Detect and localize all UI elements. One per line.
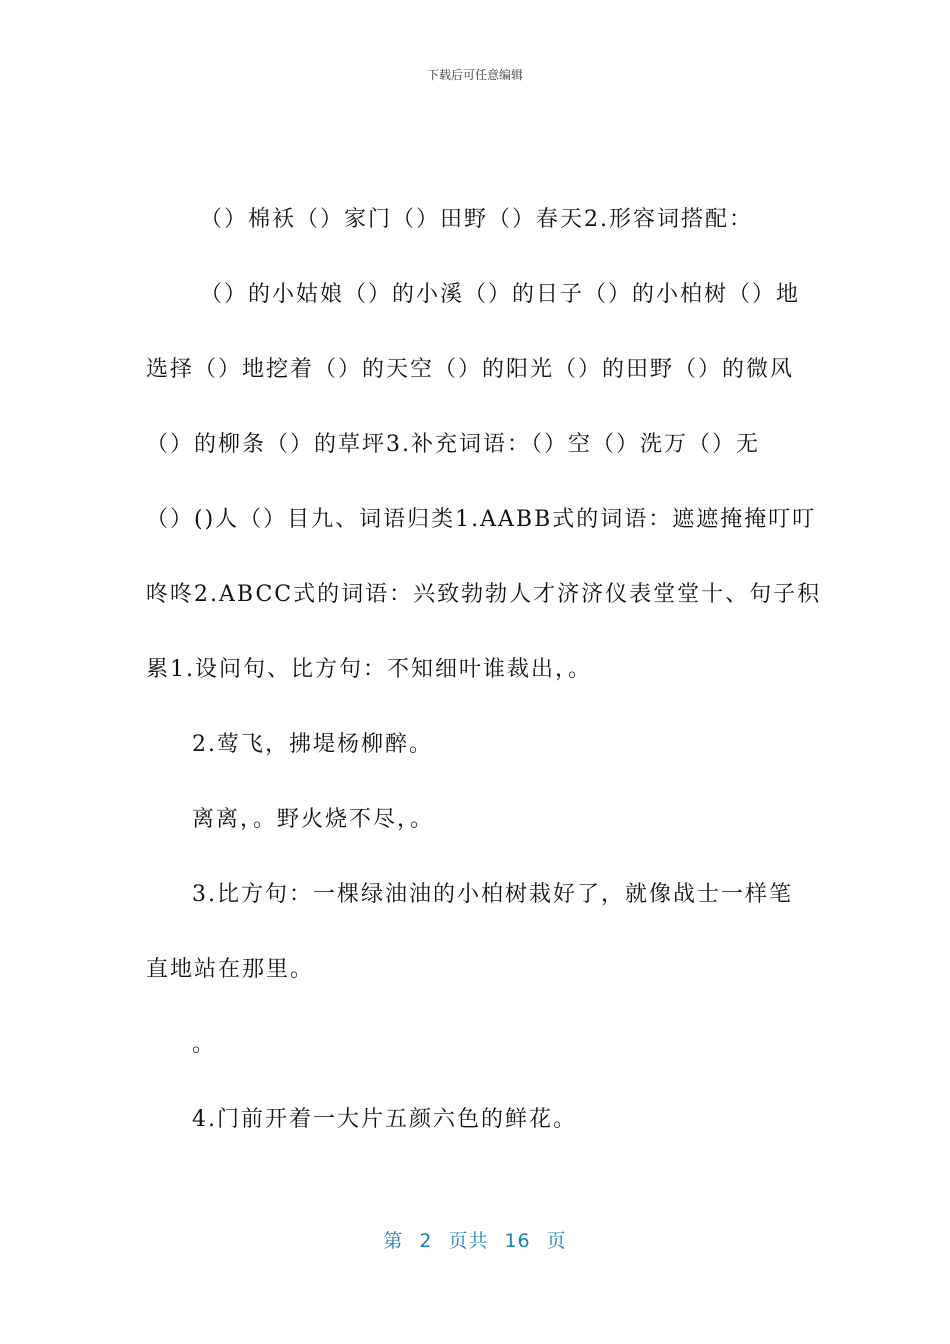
footer-middle: 页共 [448, 1230, 489, 1252]
page-footer [0, 1226, 950, 1253]
text-line-13: 4.门前开着一大片五颜六色的鲜花。 [192, 1107, 577, 1132]
footer-suffix: 页 [546, 1230, 567, 1252]
text-line-3: 选择（）地挖着（）的天空（）的阳光（）的田野（）的微风 [146, 357, 795, 382]
footer-prefix: 第 [383, 1230, 404, 1252]
text-line-9: 离离，。野火烧不尽，。 [192, 807, 435, 832]
footer-page-number: 2 [419, 1230, 433, 1252]
footer-total-pages: 16 [504, 1230, 531, 1252]
text-line-12: 。 [192, 1032, 217, 1057]
text-line-4: （）的柳条（）的草坪3.补充词语：（）空（）洗万（）无 [146, 432, 760, 457]
text-line-10: 3.比方句：一棵绿油油的小柏树栽好了，就像战士一样笔 [192, 882, 793, 907]
text-line-6: 咚咚2.ABCC式的词语：兴致勃勃人才济济仪表堂堂十、句子积 [146, 582, 822, 607]
text-line-2: （）的小姑娘（）的小溪（）的日子（）的小柏树（）地 [200, 282, 801, 307]
text-line-7: 累1.设问句、比方句：不知细叶谁裁出，。 [146, 657, 592, 682]
text-line-5: （）()人（）目九、词语归类1.AABB式的词语：遮遮掩掩叮叮 [146, 507, 817, 532]
text-line-11: 直地站在那里。 [146, 957, 315, 982]
text-line-1: （）棉袄（）家门（）田野（）春天2.形容词搭配： [200, 207, 753, 232]
page-header: 下载后可任意编辑 [426, 68, 523, 82]
text-line-8: 2.莺飞，拂堤杨柳醉。 [192, 732, 433, 757]
